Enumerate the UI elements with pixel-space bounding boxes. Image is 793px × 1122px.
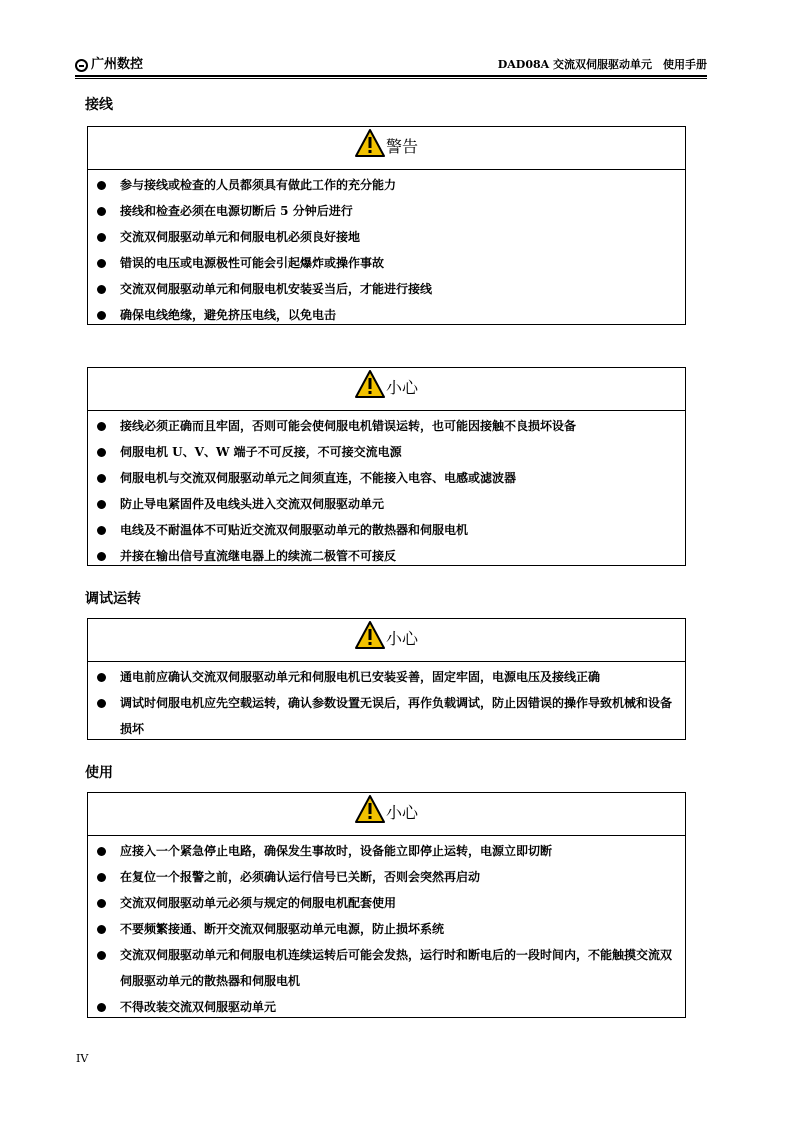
section-heading-debug: 调试运转 (85, 591, 141, 607)
page-header (75, 56, 707, 76)
warning-triangle-icon (355, 370, 385, 398)
list-item: 错误的电压或电源极性可能会引起爆炸或操作事故 (88, 250, 685, 276)
caution-box-use (87, 792, 686, 1018)
caution-box-debug (87, 618, 686, 740)
bullet-dot-icon (97, 207, 106, 216)
list-item: 并接在输出信号直流继电器上的续流二极管不可接反 (88, 543, 685, 569)
list-item: 调试时伺服电机应先空载运转，确认参数设置无误后，再作负载调试，防止因错误的操作导致机械和设备损坏 (88, 690, 685, 742)
box-label: 小心 (385, 378, 418, 397)
bullet-dot-icon (97, 259, 106, 268)
list-item: 应接入一个紧急停止电路，确保发生事故时，设备能立即停止运转，电源立即切断 (88, 838, 685, 864)
bullet-dot-icon (97, 526, 106, 535)
bullet-dot-icon (97, 474, 106, 483)
bullet-dot-icon (97, 673, 106, 682)
bullet-dot-icon (97, 552, 106, 561)
bullet-dot-icon (97, 873, 106, 882)
list-item: 交流双伺服驱动单元必须与规定的伺服电机配套使用 (88, 890, 685, 916)
bullet-dot-icon (97, 699, 106, 708)
box-header (88, 368, 685, 411)
logo-mark-icon (75, 59, 88, 72)
bullet-dot-icon (97, 500, 106, 509)
list-item: 伺服电机 U、V、W 端子不可反接，不可接交流电源 (88, 439, 685, 465)
company-logo (75, 56, 143, 74)
list-item: 接线和检查必须在电源切断后 5 分钟后进行 (88, 198, 685, 224)
bullet-dot-icon (97, 422, 106, 431)
list-item: 确保电线绝缘，避免挤压电线，以免电击 (88, 302, 685, 328)
box-header (88, 793, 685, 836)
list-item: 交流双伺服驱动单元和伺服电机必须良好接地 (88, 224, 685, 250)
box-label: 小心 (385, 803, 418, 822)
page-number: IV (76, 1052, 89, 1065)
bullet-dot-icon (97, 951, 106, 960)
warning-box-wiring (87, 126, 686, 325)
item-list (88, 170, 685, 328)
header-rule-thin (75, 78, 707, 79)
item-list (88, 662, 685, 742)
list-item: 接线必须正确而且牢固，否则可能会使伺服电机错误运转，也可能因接触不良损坏设备 (88, 413, 685, 439)
item-list (88, 836, 685, 1020)
list-item: 不要频繁接通、断开交流双伺服驱动单元电源，防止损坏系统 (88, 916, 685, 942)
list-item: 在复位一个报警之前，必须确认运行信号已关断，否则会突然再启动 (88, 864, 685, 890)
bullet-dot-icon (97, 233, 106, 242)
box-label: 警告 (385, 137, 418, 156)
box-header (88, 619, 685, 662)
list-item: 交流双伺服驱动单元和伺服电机连续运转后可能会发热，运行时和断电后的一段时间内，不能触摸交流双伺服驱动单元的散热器和伺服电机 (88, 942, 685, 994)
list-item: 交流双伺服驱动单元和伺服电机安装妥当后，才能进行接线 (88, 276, 685, 302)
box-label: 小心 (385, 629, 418, 648)
bullet-dot-icon (97, 448, 106, 457)
logo-text: 广州数控 (91, 57, 144, 72)
caution-box-wiring (87, 367, 686, 566)
manual-title: DAD08A 交流双伺服驱动单元 使用手册 (497, 58, 707, 71)
section-heading-use: 使用 (85, 765, 113, 781)
bullet-dot-icon (97, 847, 106, 856)
section-heading-wiring: 接线 (85, 97, 113, 113)
list-item: 电线及不耐温体不可贴近交流双伺服驱动单元的散热器和伺服电机 (88, 517, 685, 543)
bullet-dot-icon (97, 181, 106, 190)
header-rule (75, 75, 707, 77)
item-list (88, 411, 685, 569)
box-header (88, 127, 685, 170)
list-item: 伺服电机与交流双伺服驱动单元之间须直连，不能接入电容、电感或滤波器 (88, 465, 685, 491)
bullet-dot-icon (97, 899, 106, 908)
list-item: 参与接线或检查的人员都须具有做此工作的充分能力 (88, 172, 685, 198)
list-item: 防止导电紧固件及电线头进入交流双伺服驱动单元 (88, 491, 685, 517)
list-item: 通电前应确认交流双伺服驱动单元和伺服电机已安装妥善，固定牢固，电源电压及接线正确 (88, 664, 685, 690)
bullet-dot-icon (97, 925, 106, 934)
bullet-dot-icon (97, 1003, 106, 1012)
warning-triangle-icon (355, 129, 385, 157)
bullet-dot-icon (97, 311, 106, 320)
list-item: 不得改装交流双伺服驱动单元 (88, 994, 685, 1020)
bullet-dot-icon (97, 285, 106, 294)
warning-triangle-icon (355, 621, 385, 649)
warning-triangle-icon (355, 795, 385, 823)
